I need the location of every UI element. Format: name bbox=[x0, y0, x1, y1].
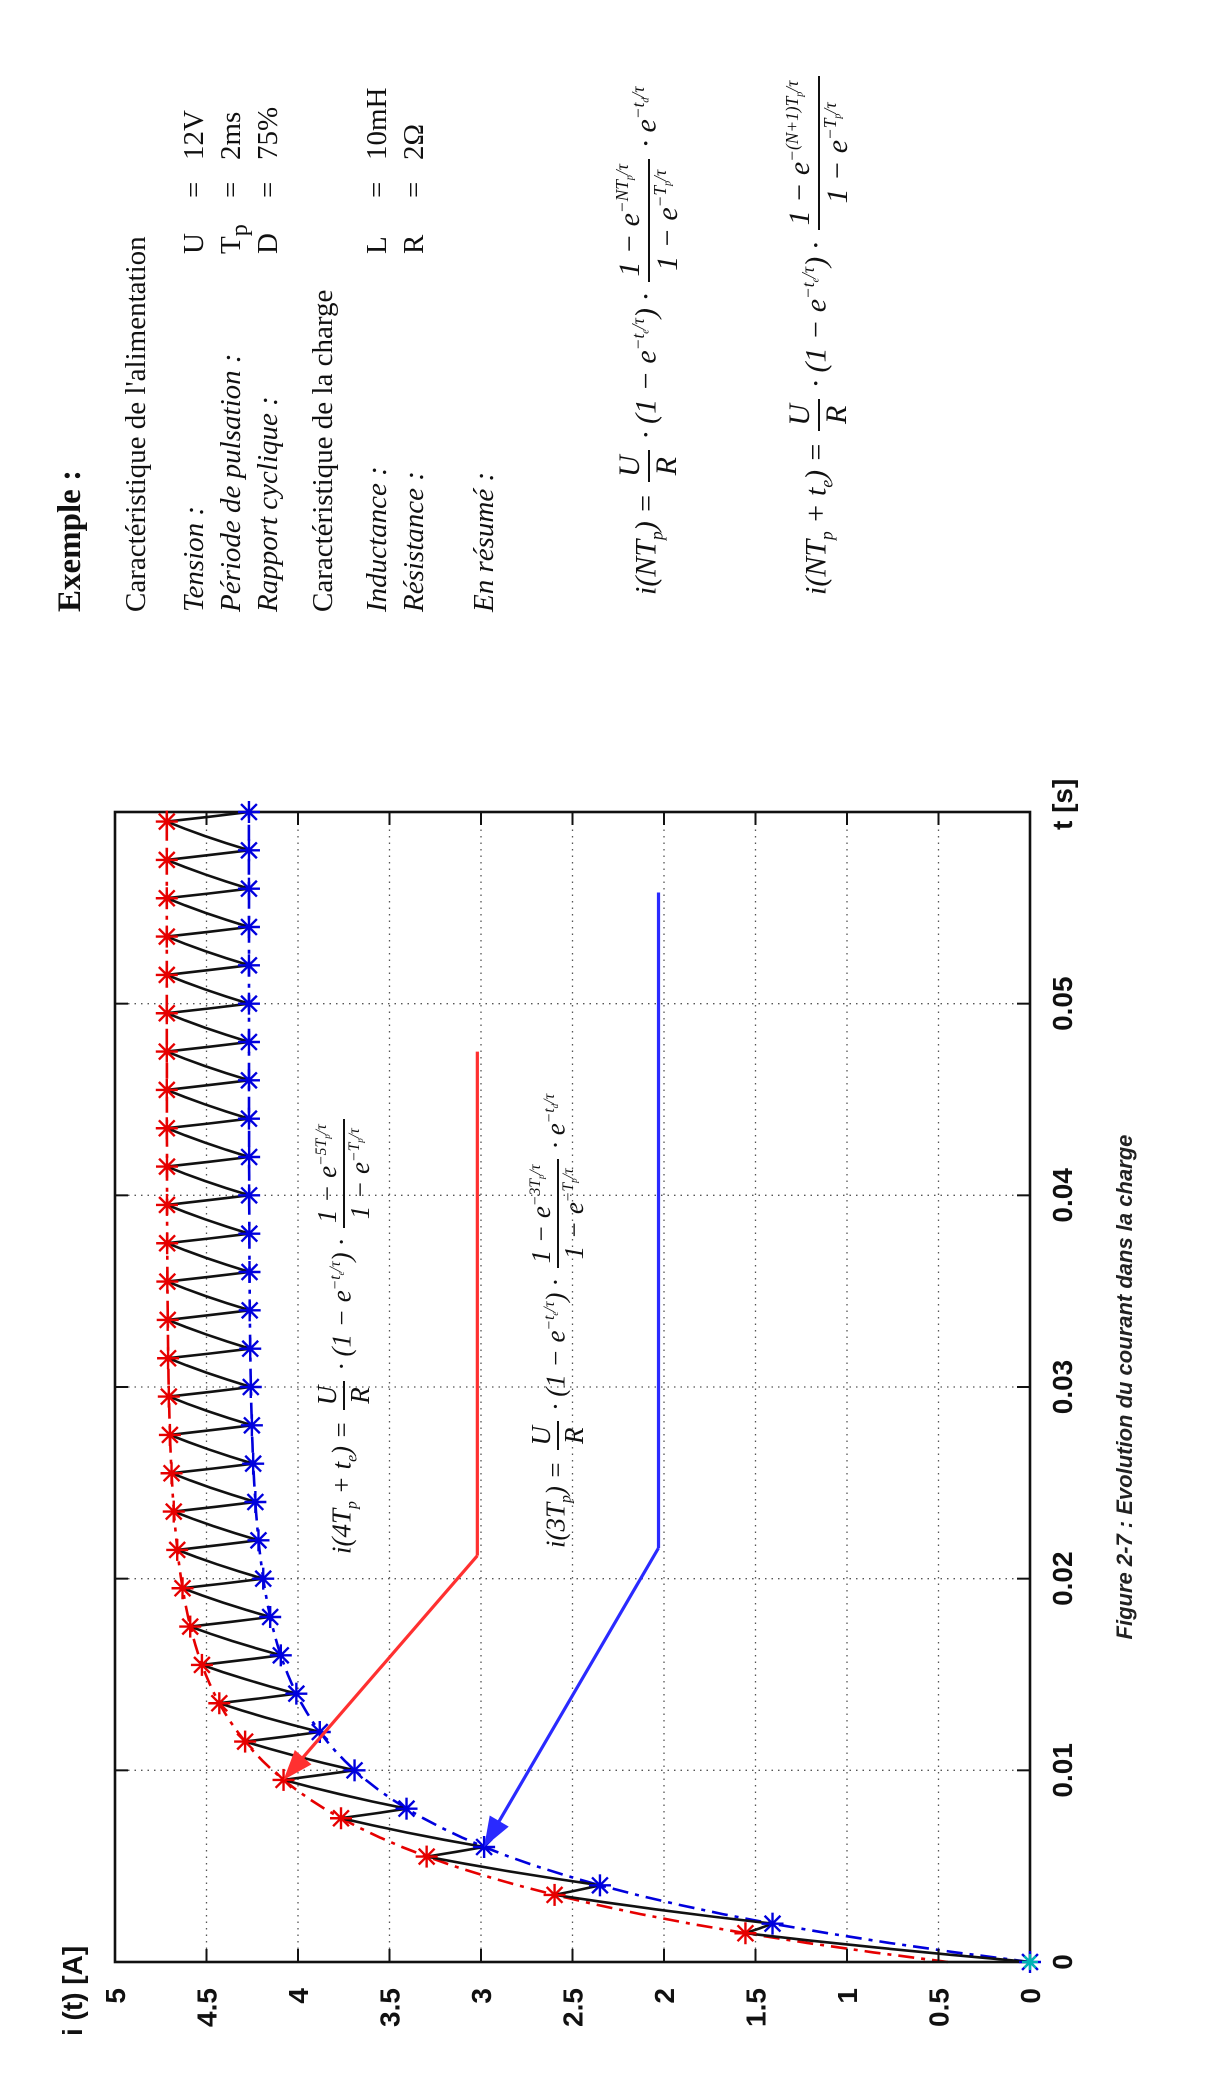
param-label: Tension : bbox=[178, 505, 210, 612]
figure-caption: Figure 2-7 : Evolution du courant dans la charge bbox=[1112, 1134, 1137, 1640]
param-row-inductance bbox=[361, 0, 397, 612]
param-value: 2ms bbox=[215, 111, 247, 160]
peak-marker bbox=[156, 1002, 178, 1024]
y-tick-label: 3 bbox=[466, 1988, 497, 2004]
x-tick-label: 0.03 bbox=[1047, 1359, 1078, 1415]
param-symbol: L bbox=[361, 236, 393, 254]
summary-label: En résumé : bbox=[468, 471, 500, 612]
peak-marker bbox=[156, 1079, 178, 1101]
x-tick-label: 0.01 bbox=[1047, 1743, 1078, 1798]
peak-marker bbox=[156, 964, 178, 986]
valley-marker bbox=[238, 839, 260, 861]
peak-marker bbox=[156, 1117, 178, 1139]
y-tick-label: 4 bbox=[283, 1988, 314, 2004]
valley-marker bbox=[244, 1491, 266, 1513]
peak-marker bbox=[172, 1577, 194, 1599]
peak-marker bbox=[157, 1309, 179, 1331]
param-label: Rapport cyclique : bbox=[252, 396, 284, 612]
param-symbol: D bbox=[252, 233, 284, 254]
y-tick-label: 0 bbox=[1015, 1988, 1046, 2004]
valley-marker bbox=[589, 1874, 611, 1896]
callout-leader bbox=[494, 1548, 658, 1830]
equals-sign: = bbox=[361, 181, 393, 198]
equals-sign: = bbox=[398, 181, 430, 198]
valley-marker bbox=[344, 1759, 366, 1781]
y-tick-label: 3.5 bbox=[374, 1988, 406, 2027]
param-value: 75% bbox=[252, 106, 284, 160]
peak-formula-callout: $i(4T_p + t_e)$ = U R · $(1 - e^{-t_e/\tau})$ · $1 - e^{-5T_p/\tau}$ $1 - e^{-T_p/\tau}$ bbox=[312, 1115, 376, 1554]
equals-sign: = bbox=[178, 181, 210, 198]
example-block bbox=[0, 0, 1230, 612]
y-tick-label: 1 bbox=[832, 1988, 863, 2004]
supply-heading: Caractéristique de l'alimentation bbox=[120, 236, 152, 612]
callout-leader bbox=[297, 1556, 478, 1765]
valley-marker bbox=[239, 1338, 261, 1360]
valley-marker bbox=[241, 1414, 263, 1436]
x-axis-label: t [s] bbox=[1047, 778, 1078, 830]
valley-marker bbox=[238, 993, 260, 1015]
valley-marker bbox=[238, 1223, 260, 1245]
param-value: 12V bbox=[178, 110, 210, 160]
y-tick-label: 4.5 bbox=[191, 1988, 223, 2027]
peak-marker bbox=[156, 811, 178, 833]
param-row-tension bbox=[178, 0, 214, 612]
peak-marker bbox=[158, 1386, 180, 1408]
valley-marker bbox=[238, 1184, 260, 1206]
y-tick-label: 2.5 bbox=[557, 1988, 589, 2027]
param-value: 2Ω bbox=[398, 123, 430, 160]
peak-marker bbox=[156, 1156, 178, 1178]
valley-marker bbox=[238, 1146, 260, 1168]
summary-formula-valley: $i(NT_p)$ = U R · $(1 - e^{-t_e/\tau})$ · $1 - e^{-NT_p/\tau}$ $1 - e^{-T_p/\tau}$ · $e^{-t_d/\tau}$ bbox=[612, 86, 684, 595]
peak-marker bbox=[330, 1807, 352, 1829]
peak-marker bbox=[157, 1347, 179, 1369]
x-tick-label: 0.04 bbox=[1047, 1168, 1078, 1223]
param-row-rapport bbox=[252, 0, 288, 612]
peak-marker bbox=[156, 887, 178, 909]
load-heading: Caractéristique de la charge bbox=[307, 289, 339, 612]
valley-marker bbox=[239, 1261, 261, 1283]
peak-marker bbox=[156, 1271, 178, 1293]
param-value: 10mH bbox=[361, 87, 393, 160]
valley-marker bbox=[247, 1529, 269, 1551]
peak-marker bbox=[156, 1194, 178, 1216]
peak-marker bbox=[159, 1424, 181, 1446]
valley-marker bbox=[238, 954, 260, 976]
peak-marker bbox=[234, 1731, 256, 1753]
valley-marker bbox=[396, 1798, 418, 1820]
equals-sign: = bbox=[252, 181, 284, 198]
current-waveform bbox=[167, 812, 1030, 1962]
peak-marker bbox=[161, 1462, 183, 1484]
peak-marker bbox=[416, 1846, 438, 1868]
valley-marker bbox=[259, 1606, 281, 1628]
peak-marker bbox=[166, 1539, 188, 1561]
param-label: Résistance : bbox=[398, 471, 430, 612]
peak-marker bbox=[156, 1232, 178, 1254]
peak-marker bbox=[156, 849, 178, 871]
valley-marker bbox=[238, 916, 260, 938]
valley-marker bbox=[238, 1031, 260, 1053]
y-tick-label: 2 bbox=[649, 1988, 680, 2004]
y-tick-label: 0.5 bbox=[923, 1988, 955, 2027]
valley-marker bbox=[252, 1568, 274, 1590]
param-symbol: $T_p$ bbox=[215, 224, 253, 254]
x-tick-label: 0.05 bbox=[1047, 976, 1078, 1031]
valley-marker bbox=[270, 1644, 292, 1666]
equals-sign: = bbox=[215, 181, 247, 198]
peak-marker bbox=[208, 1692, 230, 1714]
param-row-resistance bbox=[398, 0, 434, 612]
summary-formula-peak: $i(NT_p + t_e)$ = U R · $(1 - e^{-t_e/\tau})$ · $1 - e^{-(N+1)T_p/\tau}$ $1 - e^{-T_p/\tau}$ bbox=[782, 72, 855, 595]
y-tick-label: 1.5 bbox=[740, 1988, 772, 2027]
y-axis-label: i (t) [A] bbox=[57, 1945, 88, 2036]
valley-marker bbox=[762, 1913, 784, 1935]
peak-marker bbox=[156, 1041, 178, 1063]
param-label: Période de pulsation : bbox=[215, 353, 247, 612]
origin-marker bbox=[1022, 1954, 1038, 1970]
valley-marker bbox=[238, 1108, 260, 1130]
peak-marker bbox=[163, 1501, 185, 1523]
valley-marker bbox=[240, 1376, 262, 1398]
param-label: Inductance : bbox=[361, 466, 393, 612]
peak-marker bbox=[191, 1654, 213, 1676]
param-row-periode bbox=[215, 0, 251, 612]
valley-formula-callout: $i(3T_p)$ = U R · $(1 - e^{-t_e/\tau})$ · $1 - e^{-3T_p/\tau}$ $1 - e^{-T_p/\tau}$ · $e^{-t_d/\tau}$ bbox=[526, 1093, 590, 1548]
y-tick-label: 5 bbox=[100, 1988, 131, 2004]
valley-marker bbox=[239, 1299, 261, 1321]
x-tick-label: 0 bbox=[1047, 1954, 1078, 1970]
valley-marker bbox=[238, 878, 260, 900]
valley-marker bbox=[238, 801, 260, 823]
valley-marker bbox=[238, 1069, 260, 1091]
peak-marker bbox=[179, 1616, 201, 1638]
x-tick-label: 0.02 bbox=[1047, 1551, 1078, 1606]
peak-marker bbox=[156, 926, 178, 948]
peak-marker bbox=[734, 1922, 756, 1944]
valley-marker bbox=[242, 1453, 264, 1475]
example-title: Exemple : bbox=[52, 469, 88, 612]
peak-marker bbox=[544, 1884, 566, 1906]
valley-marker bbox=[285, 1683, 307, 1705]
param-symbol: U bbox=[178, 233, 210, 254]
callout-arrowhead bbox=[484, 1816, 509, 1847]
param-symbol: R bbox=[398, 234, 430, 254]
